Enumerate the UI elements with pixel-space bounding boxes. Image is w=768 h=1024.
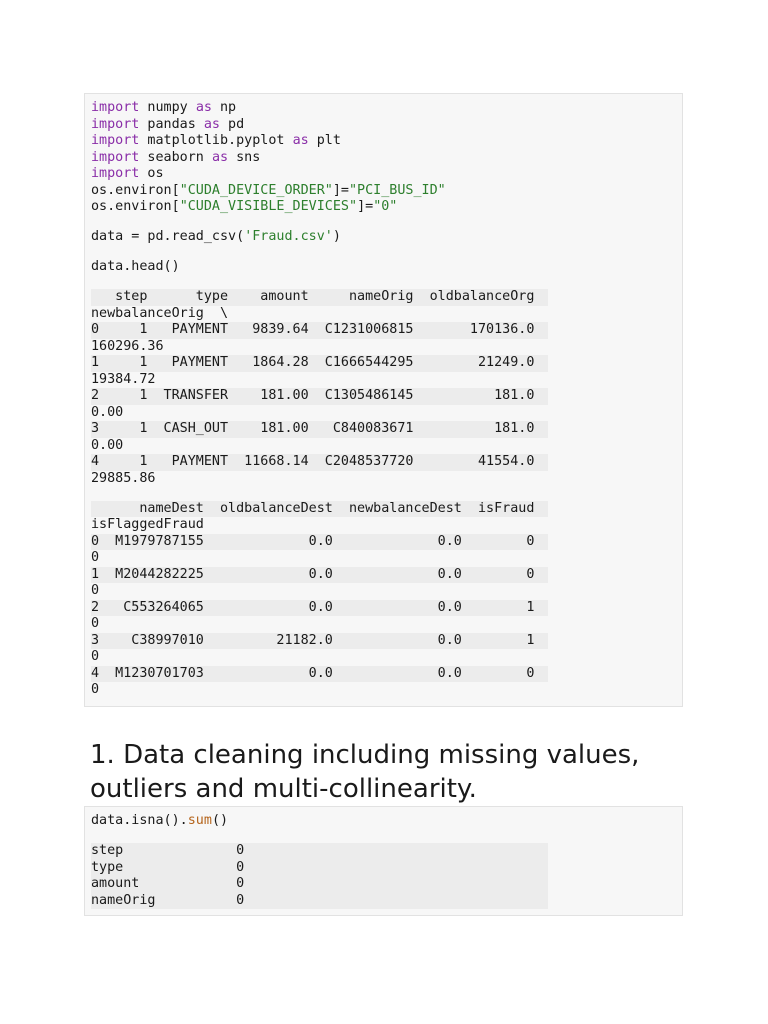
- code-token: nameDest oldbalanceDest newbalanceDest isFraud: [91, 500, 535, 516]
- code-token: 0: [91, 682, 100, 697]
- code-token: 3 1 CASH_OUT 181.00 C840083671 181.0: [91, 421, 535, 436]
- code-token: ]=: [357, 199, 374, 214]
- code-line: [91, 616, 99, 633]
- code-line: [91, 100, 236, 117]
- code-token: matplotlib.pyplot: [139, 133, 293, 148]
- code-token: data.isna().: [91, 813, 188, 828]
- code-token: isFlaggedFraud: [91, 517, 204, 532]
- code-line: [91, 843, 548, 860]
- code-line: [91, 633, 548, 650]
- code-line: [91, 289, 548, 306]
- code-token: 'Fraud.csv': [244, 229, 333, 244]
- code-line: [91, 501, 548, 518]
- code-token: import: [91, 133, 140, 148]
- code-line: [91, 534, 548, 551]
- code-line: [91, 876, 548, 893]
- code-line: [91, 166, 164, 183]
- code-token: 0.00: [91, 437, 124, 453]
- code-line: [91, 438, 123, 455]
- code-token: seaborn: [139, 149, 212, 165]
- code-line: [91, 117, 244, 134]
- code-line: [91, 454, 548, 471]
- code-line: [91, 388, 548, 405]
- code-token: data.head(): [91, 259, 180, 274]
- code-token: type 0: [91, 859, 245, 875]
- code-line: [91, 133, 341, 150]
- code-token: 3 C38997010 21182.0 0.0 1: [91, 632, 535, 648]
- code-token: 0 1 PAYMENT 9839.64 C1231006815 170136.0: [91, 322, 535, 337]
- code-token: 4 M1230701703 0.0 0.0 0: [91, 665, 535, 681]
- code-line: [91, 649, 99, 666]
- code-token: ): [332, 229, 341, 244]
- code-token: 4 1 PAYMENT 11668.14 C2048537720 41554.0: [91, 454, 535, 469]
- code-token: import: [91, 100, 140, 115]
- code-token: 29885.86: [91, 470, 156, 486]
- code-token: amount 0: [91, 876, 245, 891]
- code-token: np: [211, 100, 237, 115]
- code-token: 0: [91, 616, 100, 631]
- code-line: [91, 339, 164, 356]
- code-token: step 0: [91, 843, 245, 858]
- code-line: [91, 355, 548, 372]
- code-line: [91, 229, 341, 246]
- code-cell-imports-head[interactable]: [84, 93, 683, 707]
- code-line: [91, 405, 123, 422]
- code-line: [91, 259, 180, 276]
- code-token: 0: [91, 550, 100, 565]
- code-token: 0: [91, 583, 100, 598]
- code-token: 0: [91, 649, 100, 664]
- code-line: [91, 306, 228, 323]
- code-token: ]=: [332, 182, 349, 198]
- code-line: [91, 813, 228, 830]
- code-token: step type amount nameOrig oldbalanceOrg: [91, 289, 535, 304]
- code-token: import: [91, 149, 140, 165]
- code-token: as: [211, 149, 229, 165]
- code-token: 160296.36: [91, 338, 164, 354]
- code-token: numpy: [139, 100, 196, 115]
- code-token: pd: [220, 116, 245, 132]
- code-token: "PCI_BUS_ID": [349, 182, 446, 198]
- code-line: [91, 150, 260, 167]
- code-cell-isna[interactable]: [84, 806, 683, 916]
- code-token: "CUDA_DEVICE_ORDER": [179, 182, 333, 198]
- code-token: as: [292, 133, 309, 148]
- code-token: sns: [228, 149, 261, 165]
- code-token: nameOrig 0: [91, 892, 245, 908]
- code-line: [91, 860, 548, 877]
- code-line: [91, 517, 204, 534]
- code-token: 1 M2044282225 0.0 0.0 0: [91, 566, 535, 582]
- code-line: [91, 666, 548, 683]
- code-token: as: [195, 100, 212, 115]
- code-line: [91, 183, 446, 200]
- code-line: [91, 600, 548, 617]
- section-heading: 1. Data cleaning including missing values, outliers and multi-collinearity.: [90, 740, 640, 804]
- code-token: as: [203, 116, 220, 132]
- code-token: import: [91, 116, 140, 132]
- code-line: [91, 199, 397, 216]
- code-token: 0 M1979787155 0.0 0.0 0: [91, 533, 535, 549]
- code-token: "0": [373, 199, 398, 214]
- code-token: newbalanceOrig \: [91, 305, 229, 321]
- code-line: [91, 421, 548, 438]
- code-token: sum: [187, 813, 212, 828]
- code-token: os: [139, 166, 164, 181]
- code-token: (): [211, 813, 229, 828]
- code-token: 19384.72: [91, 371, 156, 387]
- code-token: 0.00: [91, 404, 124, 420]
- code-token: 2 C553264065 0.0 0.0 1: [91, 599, 535, 615]
- code-line: [91, 893, 548, 910]
- code-token: import: [91, 166, 140, 181]
- code-token: "CUDA_VISIBLE_DEVICES": [179, 199, 358, 214]
- code-token: 2 1 TRANSFER 181.00 C1305486145 181.0: [91, 388, 535, 403]
- code-token: os.environ[: [91, 182, 180, 198]
- code-line: [91, 682, 99, 699]
- code-line: [91, 583, 99, 600]
- code-line: [91, 471, 156, 488]
- code-line: [91, 372, 156, 389]
- code-line: [91, 567, 548, 584]
- code-line: [91, 322, 548, 339]
- code-token: 1 1 PAYMENT 1864.28 C1666544295 21249.0: [91, 355, 535, 370]
- code-token: os.environ[: [91, 199, 180, 214]
- code-line: [91, 550, 99, 567]
- code-token: plt: [308, 133, 341, 148]
- code-token: pandas: [139, 116, 204, 132]
- code-token: data = pd.read_csv(: [91, 229, 245, 244]
